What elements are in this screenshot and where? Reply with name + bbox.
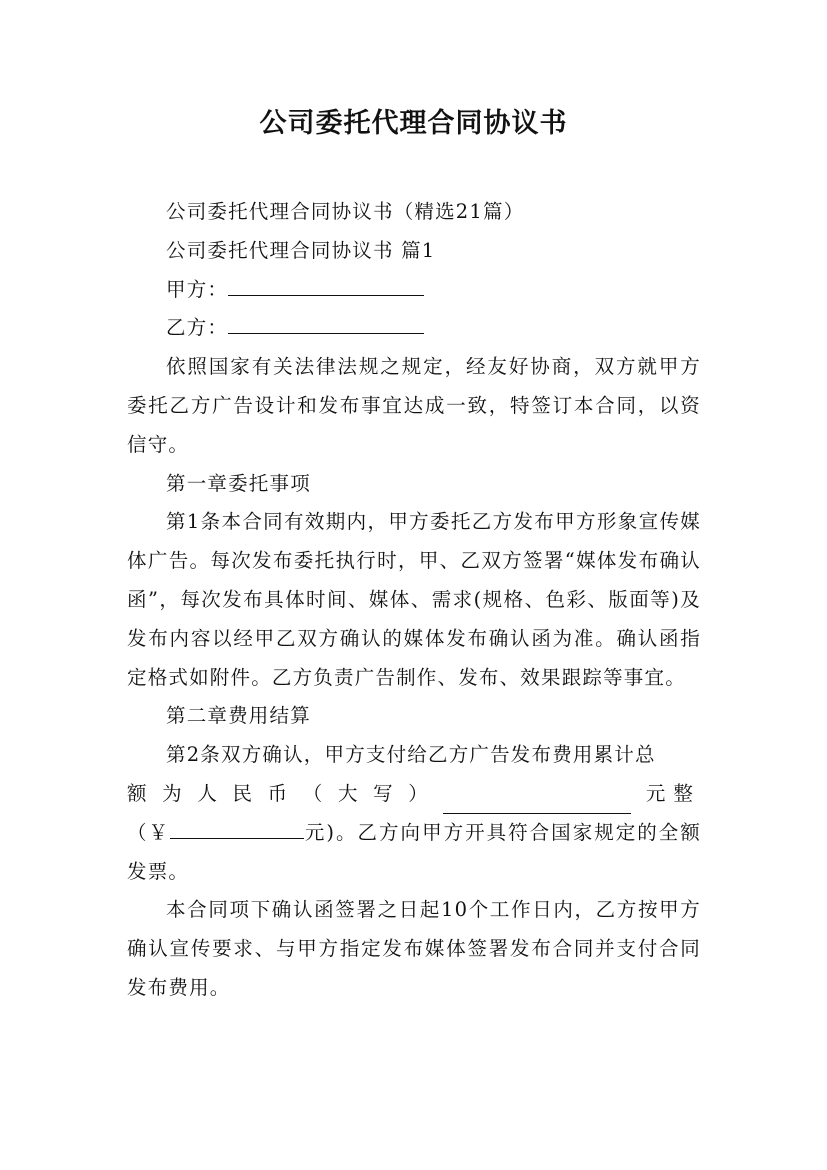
article-2-continued (127, 814, 701, 892)
amount-unit: 元整 (645, 781, 701, 805)
amount-char: （ (302, 781, 324, 805)
document-subtitle: 公司委托代理合同协议书（精选21篇） (166, 200, 525, 223)
amount-char: 大 (337, 781, 359, 805)
yen-open: （￥ (127, 820, 171, 844)
amount-char: 民 (232, 781, 254, 805)
amount-char: 人 (197, 781, 219, 805)
amount-char: 为 (162, 781, 183, 805)
amount-figures-blank (170, 816, 304, 839)
intro-paragraph: 依照国家有关法律法规之规定，经友好协商，双方就甲方委托乙方广告设计和发布事宜达成一致，特签订本合同，以资信守。 (127, 355, 701, 456)
party-b-blank (228, 311, 424, 334)
amount-char: ） (408, 781, 429, 805)
party-a-blank (228, 273, 424, 296)
section-heading: 公司委托代理合同协议书 篇1 (166, 238, 436, 262)
amount-words-blank (443, 791, 631, 814)
amount-char: 写 (373, 781, 394, 805)
article-3-paragraph: 本合同项下确认函签署之日起10个工作日内，乙方按甲方确认宣传要求、与甲方指定发布媒体签署发布合同并支付合同发布费用。 (127, 898, 701, 999)
document-title: 公司委托代理合同协议书 (259, 108, 568, 139)
chapter-1-heading: 第一章委托事项 (166, 471, 311, 495)
article-2-rest: 元)。乙方向甲方开具符合国家规定的全额发票。 (127, 820, 701, 883)
article-2-line-1: 第2条双方确认，甲方支付给乙方广告发布费用累计总 (166, 743, 656, 767)
party-b-line (127, 309, 701, 348)
party-a-line (127, 271, 701, 310)
amount-char: 币 (267, 781, 289, 805)
amount-char: 额 (127, 781, 148, 805)
article-1-paragraph: 第1条本合同有效期内，甲方委托乙方发布甲方形象宣传媒体广告。每次发布委托执行时，甲、乙双方签署“媒体发布确认函”，每次发布具体时间、媒体、需求(规格、色彩、版面等)及发布内容以经甲乙双方确认的媒体发布确认函为准。确认函指定格式如附件。乙方负责广告制作、发布、效果跟踪等事宜。 (127, 510, 701, 689)
document-body (127, 193, 701, 1008)
party-b-label: 乙方： (166, 316, 229, 340)
party-a-label: 甲方： (166, 277, 229, 301)
chapter-2-heading: 第二章费用结算 (166, 704, 311, 728)
article-2-amount-line (127, 775, 701, 814)
